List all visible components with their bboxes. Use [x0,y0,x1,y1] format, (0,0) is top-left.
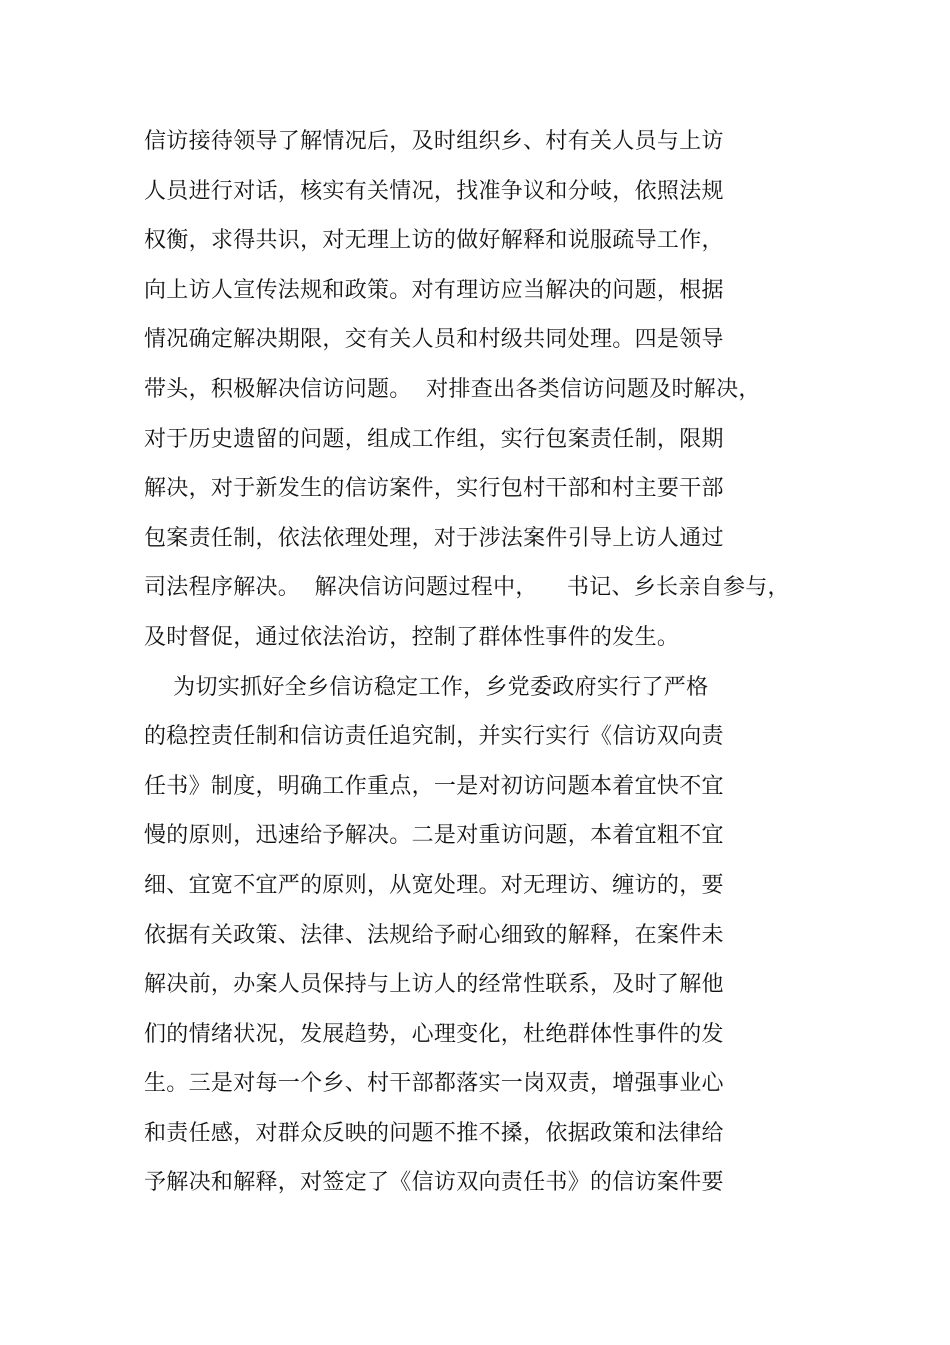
text-line: 包案责任制，依法依理处理，对于涉法案件引导上访人通过 [144,525,724,551]
text-line: 予解决和解释，对签定了《信访双向责任书》的信访案件要 [144,1170,724,1196]
text-line: 慢的原则，迅速给予解决。二是对重访问题，本着宜粗不宜 [144,823,724,849]
text-line: 解决前，办案人员保持与上访人的经常性联系，及时了解他 [144,972,724,998]
text-line: 生。三是对每一个乡、村干部都落实一岗双责，增强事业心 [144,1071,724,1097]
body-text [144,122,804,1213]
text-line: 对于历史遗留的问题，组成工作组，实行包案责任制，限期 [144,426,724,452]
text-line: 信访接待领导了解情况后，及时组织乡、村有关人员与上访 [144,129,724,154]
text-line: 任书》制度，明确工作重点，一是对初访问题本着宜快不宜 [144,773,724,799]
text-line: 向上访人宣传法规和政策。对有理访应当解决的问题，根据 [144,277,724,303]
text-line: 依据有关政策、法律、法规给予耐心细致的解释，在案件未 [144,922,724,948]
text-line: 人员进行对话，核实有关情况，找准争议和分岐，依照法规 [144,178,724,204]
paragraph-first-line: 为切实抓好全乡信访稳定工作，乡党委政府实行了严格 [144,674,709,700]
text-line: 的稳控责任制和信访责任追究制，并实行实行《信访双向责 [144,724,724,750]
text-line: 及时督促，通过依法治访，控制了群体性事件的发生。 [144,624,680,650]
text-line: 和责任感，对群众反映的问题不推不搡，依据政策和法律给 [144,1120,724,1146]
text-line: 们的情绪状况，发展趋势，心理变化，杜绝群体性事件的发 [144,1021,724,1047]
text-line: 带头，积极解决信访问题。 对排查出各类信访问题及时解决， [144,376,761,402]
text-line: 解决，对于新发生的信访案件，实行包村干部和村主要干部 [144,476,724,502]
text-line: 司法程序解决。 解决信访问题过程中， 书记、乡长亲自参与， [144,575,790,601]
text-line: 细、宜宽不宜严的原则，从宽处理。对无理访、缠访的，要 [144,872,724,898]
text-line: 权衡，求得共识，对无理上访的做好解释和说服疏导工作， [144,228,724,254]
text-line: 情况确定解决期限，交有关人员和村级共同处理。四是领导 [144,327,724,353]
